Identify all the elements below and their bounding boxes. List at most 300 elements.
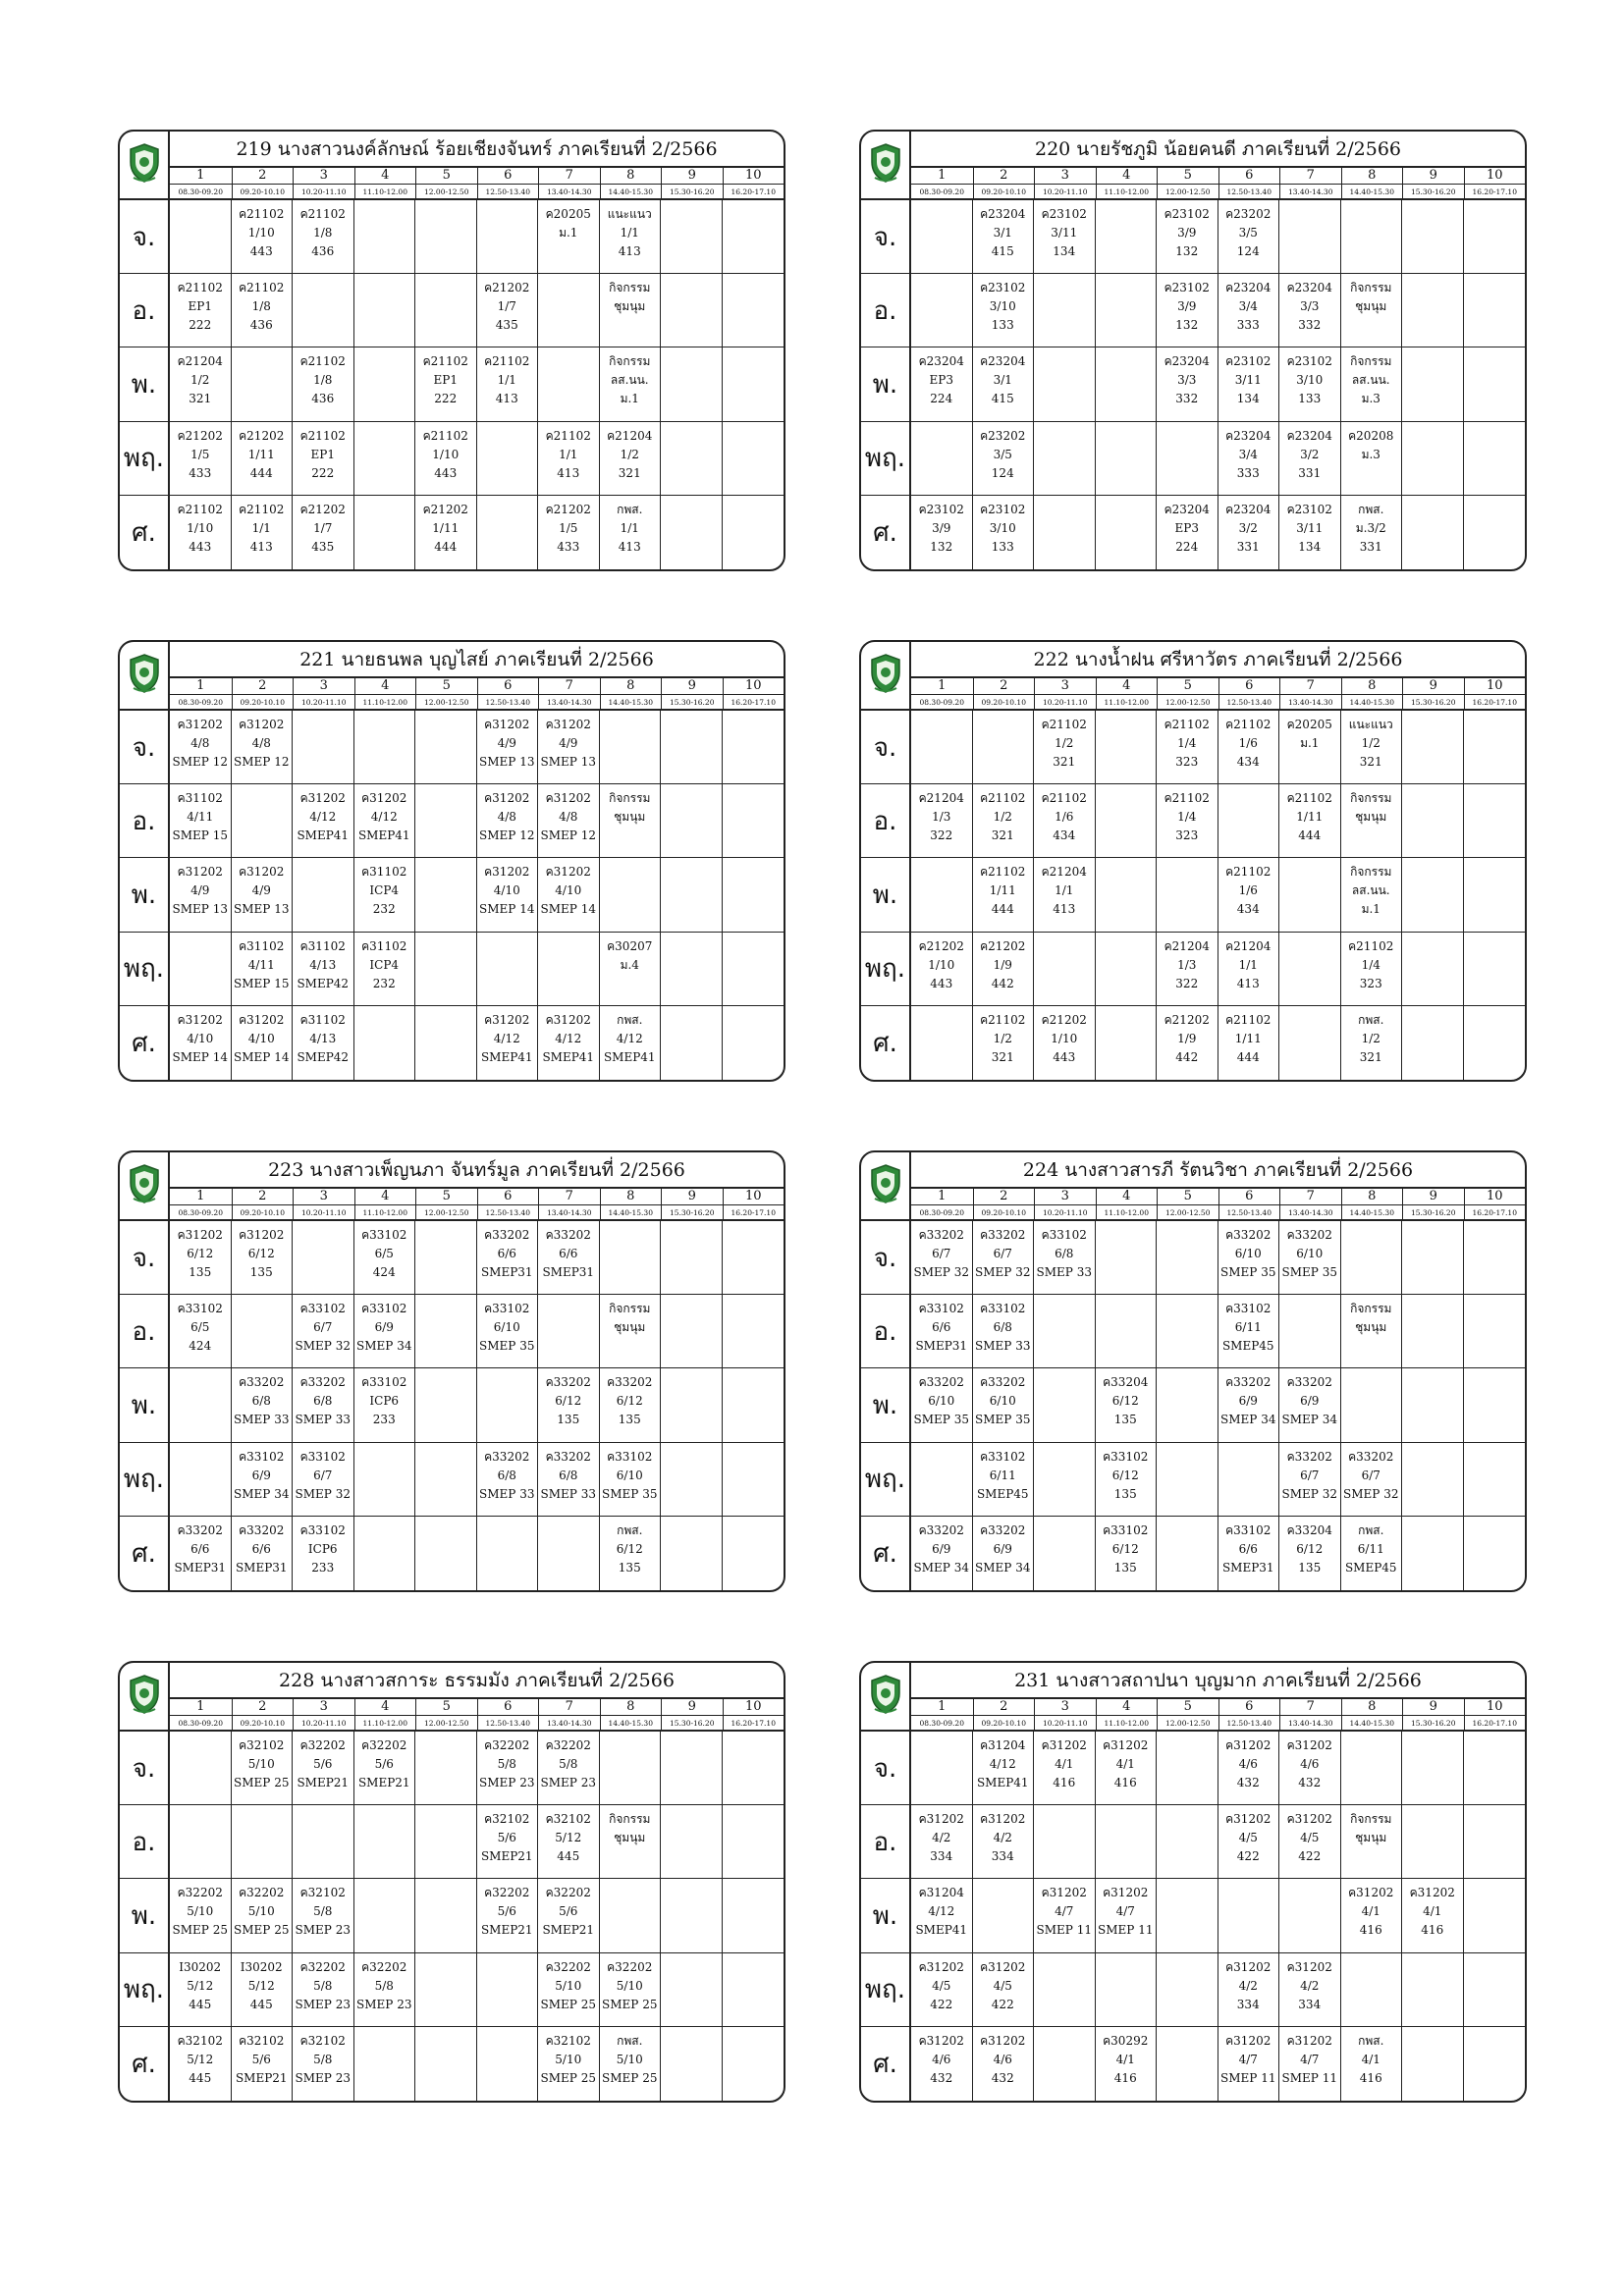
day-label: อ.: [120, 784, 170, 858]
empty-slot: [293, 858, 354, 932]
class-group: 6/6: [932, 1320, 951, 1335]
class-slot: [232, 1953, 294, 2027]
class-slot: [600, 422, 662, 496]
class-slot: [973, 1295, 1035, 1368]
room: SMEP 12: [172, 755, 228, 769]
class-group: 6/9: [251, 1468, 271, 1482]
period-time: 11.10-12.00: [1096, 1205, 1158, 1219]
subject-code: ค31202: [918, 1812, 964, 1827]
empty-slot: [354, 1443, 416, 1517]
class-slot: [293, 1443, 354, 1517]
day-label: จ.: [861, 1732, 911, 1805]
empty-slot: [723, 1443, 785, 1517]
empty-slot: [415, 1221, 477, 1295]
room: 133: [991, 318, 1014, 333]
period-number: 5: [1157, 1699, 1218, 1715]
empty-slot: [1464, 274, 1526, 347]
period-time: 14.40-15.30: [600, 1716, 662, 1730]
empty-slot: [415, 1879, 477, 1952]
empty-slot: [354, 1805, 416, 1879]
room: 222: [189, 318, 212, 333]
empty-slot: [723, 422, 785, 496]
class-group: 1/2: [1361, 736, 1380, 750]
class-slot: [538, 1953, 600, 2027]
class-group: 3/2: [1300, 447, 1320, 461]
empty-slot: [415, 1368, 477, 1442]
class-slot: [973, 933, 1035, 1006]
class-group: 3/9: [932, 520, 951, 535]
class-group: ชุมนุม: [1355, 299, 1387, 314]
card-title: 219 นางสาวนงค์ลักษณ์ ร้อยเชียงจันทร์ ภาคเรียนที่ 2/2566: [170, 132, 784, 168]
empty-slot: [354, 2027, 416, 2101]
class-group: 1/8: [251, 299, 271, 314]
empty-slot: [723, 858, 785, 932]
empty-slot: [1096, 274, 1158, 347]
empty-slot: [1096, 1295, 1158, 1368]
day-label: จ.: [120, 200, 170, 274]
class-group: 5/10: [555, 1978, 582, 1993]
subject-code: ค31202: [239, 1012, 285, 1027]
subject-code: ค31202: [1225, 2033, 1272, 2048]
subject-code: ค21204: [177, 354, 223, 369]
period-number: 4: [1096, 678, 1158, 694]
empty-slot: [723, 2027, 785, 2101]
subject-code: ค31102: [177, 791, 223, 806]
class-slot: [415, 422, 477, 496]
class-slot: [477, 1879, 539, 1952]
subject-code: ค21202: [1041, 1012, 1087, 1027]
day-label: ศ.: [861, 1006, 911, 1080]
class-slot: [1034, 1732, 1096, 1805]
room: SMEP31: [542, 1265, 595, 1279]
room: 134: [1236, 392, 1260, 406]
class-group: 5/6: [559, 1904, 578, 1919]
empty-slot: [1279, 200, 1341, 274]
room: SMEP 35: [1281, 1265, 1337, 1279]
class-group: 5/12: [555, 1831, 582, 1845]
class-slot: [170, 1006, 232, 1080]
class-slot: [293, 1953, 354, 2027]
room: 135: [189, 1265, 212, 1279]
room: 135: [557, 1413, 580, 1427]
period-number: 6: [1218, 1699, 1280, 1715]
period-time: 13.40-14.30: [538, 1205, 600, 1219]
class-slot: [170, 422, 232, 496]
class-slot: [911, 1517, 973, 1590]
subject-code: ค23204: [1225, 428, 1272, 443]
empty-slot: [1034, 1368, 1096, 1442]
empty-slot: [232, 347, 294, 421]
class-group: 3/2: [1238, 520, 1258, 535]
day-label: พฤ.: [120, 933, 170, 1006]
room: 322: [930, 828, 953, 843]
class-slot: [170, 784, 232, 858]
class-slot: [973, 1953, 1035, 2027]
empty-slot: [1034, 1517, 1096, 1590]
subject-code: ค32102: [239, 1738, 285, 1752]
subject-code: ค31202: [545, 718, 591, 731]
room: 321: [1053, 755, 1076, 769]
class-group: 6/9: [374, 1320, 394, 1335]
period-time: 12.00-12.50: [415, 1205, 477, 1219]
room: SMEP45: [1221, 1339, 1274, 1354]
day-label: อ.: [861, 1295, 911, 1368]
class-slot: [293, 422, 354, 496]
class-group: 6/9: [1300, 1394, 1320, 1409]
subject-code: ค31202: [177, 1228, 223, 1242]
empty-slot: [911, 1443, 973, 1517]
empty-slot: [415, 858, 477, 932]
room: 222: [311, 465, 335, 480]
room: 422: [1236, 1849, 1260, 1864]
class-group: 4/12: [989, 1757, 1016, 1771]
empty-slot: [1157, 1732, 1218, 1805]
class-group: 6/12: [616, 1541, 643, 1556]
subject-code: ค33202: [299, 1375, 346, 1390]
class-group: ชุมนุม: [614, 299, 646, 314]
period-time: 15.30-16.20: [661, 185, 723, 198]
class-group: 6/8: [497, 1468, 516, 1482]
empty-slot: [1157, 1517, 1218, 1590]
empty-slot: [1034, 1805, 1096, 1879]
room: SMEP21: [357, 1776, 410, 1789]
period-number: 2: [232, 1189, 294, 1204]
empty-slot: [723, 1006, 785, 1080]
room: 135: [618, 1413, 641, 1427]
class-slot: [911, 933, 973, 1006]
period-time: 09.20-10.10: [232, 695, 294, 709]
class-slot: [1218, 1953, 1280, 2027]
empty-slot: [661, 274, 723, 347]
class-slot: [1279, 711, 1341, 784]
class-slot: [1218, 422, 1280, 496]
room: 323: [1359, 976, 1382, 990]
class-slot: [1341, 933, 1403, 1006]
class-group: ICP6: [307, 1541, 338, 1556]
empty-slot: [661, 1953, 723, 2027]
period-time: 12.00-12.50: [415, 185, 477, 198]
day-label: จ.: [120, 1221, 170, 1295]
class-slot: [1218, 496, 1280, 569]
class-group: ลส.นน.: [1351, 373, 1390, 388]
class-slot: [170, 1221, 232, 1295]
teacher-timetable-card: [118, 130, 785, 571]
room: 323: [1175, 755, 1199, 769]
period-time: 10.20-11.10: [293, 695, 354, 709]
empty-slot: [354, 711, 416, 784]
day-label: ศ.: [861, 1517, 911, 1590]
period-time: 15.30-16.20: [1402, 1205, 1464, 1219]
subject-code: ค23102: [1286, 354, 1332, 369]
period-time: 15.30-16.20: [661, 695, 723, 709]
subject-code: ค31202: [545, 865, 591, 880]
room: 334: [930, 1849, 953, 1864]
class-group: 1/3: [932, 810, 951, 825]
class-slot: [973, 200, 1035, 274]
period-time: 13.40-14.30: [538, 185, 600, 198]
subject-code: ค33202: [1225, 1228, 1272, 1242]
room: 434: [1053, 828, 1076, 843]
room: SMEP 32: [295, 1486, 351, 1501]
school-crest-icon: [128, 1163, 161, 1208]
period-time: 13.40-14.30: [538, 695, 600, 709]
period-number: 3: [293, 1189, 354, 1204]
period-time: 15.30-16.20: [661, 1716, 723, 1730]
room: 135: [618, 1560, 641, 1575]
class-group: 1/2: [620, 447, 639, 461]
class-slot: [911, 496, 973, 569]
empty-slot: [1341, 1953, 1403, 2027]
subject-code: ค20205: [545, 207, 591, 221]
room: 444: [1298, 828, 1322, 843]
room: 413: [249, 539, 273, 554]
class-group: 3/10: [989, 520, 1016, 535]
empty-slot: [911, 200, 973, 274]
subject-code: ค32202: [299, 1738, 346, 1752]
class-slot: [538, 1443, 600, 1517]
class-group: 6/7: [313, 1468, 333, 1482]
period-time-row: [911, 695, 1525, 711]
room: 334: [1236, 1997, 1260, 2011]
empty-slot: [1464, 1517, 1526, 1590]
schedule-grid: [861, 1732, 1525, 2101]
class-slot: [973, 784, 1035, 858]
class-slot: [1157, 711, 1218, 784]
school-crest-icon: [128, 653, 161, 698]
class-group: ICP4: [369, 883, 400, 898]
period-number: 6: [477, 168, 539, 184]
class-group: 6/12: [616, 1394, 643, 1409]
subject-code: ค23102: [918, 502, 964, 516]
room: SMEP 15: [234, 976, 290, 990]
class-group: 6/9: [1238, 1394, 1258, 1409]
subject-code: ค31102: [239, 938, 285, 953]
period-number: 2: [973, 1189, 1035, 1204]
empty-slot: [1034, 2027, 1096, 2101]
room: SMEP 25: [172, 1923, 228, 1938]
class-slot: [1096, 2027, 1158, 2101]
empty-slot: [1464, 1221, 1526, 1295]
room: 422: [991, 1997, 1014, 2011]
class-slot: [1341, 1805, 1403, 1879]
period-time: 15.30-16.20: [1402, 695, 1464, 709]
class-slot: [1279, 1805, 1341, 1879]
empty-slot: [354, 1006, 416, 1080]
room: 443: [434, 465, 458, 480]
subject-code: ค21102: [177, 502, 223, 516]
class-slot: [477, 1221, 539, 1295]
room: 321: [991, 1049, 1014, 1064]
empty-slot: [600, 1879, 662, 1952]
class-group: 5/6: [313, 1757, 333, 1771]
empty-slot: [415, 933, 477, 1006]
period-number: 4: [354, 168, 416, 184]
class-slot: [1341, 1295, 1403, 1368]
period-number: 2: [973, 168, 1035, 184]
period-number: 2: [232, 1699, 294, 1715]
empty-slot: [354, 200, 416, 274]
subject-code: ค32202: [239, 1886, 285, 1900]
subject-code: ค21102: [545, 428, 591, 443]
class-slot: [170, 1517, 232, 1590]
class-slot: [1157, 1006, 1218, 1080]
empty-slot: [1279, 1879, 1341, 1952]
empty-slot: [1464, 858, 1526, 932]
class-slot: [293, 2027, 354, 2101]
subject-code: ค21102: [484, 354, 530, 369]
subject-code: ค31202: [980, 2033, 1026, 2048]
class-slot: [477, 347, 539, 421]
class-group: 6/5: [374, 1247, 394, 1260]
subject-code: ค33102: [918, 1302, 964, 1316]
subject-code: ค20205: [1286, 718, 1332, 731]
subject-code: ค33202: [607, 1375, 653, 1390]
empty-slot: [661, 1368, 723, 1442]
card-title: 220 นายรัชภูมิ น้อยคนดี ภาคเรียนที่ 2/2566: [911, 132, 1525, 168]
class-slot: [1218, 933, 1280, 1006]
class-group: 6/11: [989, 1468, 1016, 1482]
room: 331: [1298, 465, 1322, 480]
empty-slot: [911, 858, 973, 932]
period-number: 3: [293, 168, 354, 184]
room: 334: [991, 1849, 1014, 1864]
period-time: 15.30-16.20: [661, 1205, 723, 1219]
room: SMEP 12: [479, 828, 535, 843]
period-number: 8: [600, 168, 662, 184]
room: SMEP21: [480, 1849, 533, 1864]
class-group: 4/5: [993, 1978, 1012, 1993]
empty-slot: [415, 1953, 477, 2027]
class-slot: [973, 1006, 1035, 1080]
period-number: 5: [415, 1699, 477, 1715]
period-time: 11.10-12.00: [1096, 695, 1158, 709]
class-group: 3/10: [1296, 373, 1324, 388]
class-slot: [600, 496, 662, 569]
class-slot: [600, 200, 662, 274]
period-time: 14.40-15.30: [1341, 1716, 1403, 1730]
period-number: 1: [938, 1699, 947, 1714]
period-number: 10: [723, 678, 785, 694]
empty-slot: [723, 784, 785, 858]
empty-slot: [661, 1443, 723, 1517]
teacher-timetable-card: [859, 1150, 1527, 1592]
subject-code: ค21102: [1225, 1012, 1272, 1027]
schedule-grid: [861, 200, 1525, 569]
teacher-timetable-card: [118, 1661, 785, 2103]
subject-code: ค32202: [361, 1738, 407, 1752]
period-number-row: [911, 678, 1525, 695]
class-slot: [232, 858, 294, 932]
empty-slot: [538, 1517, 600, 1590]
empty-slot: [1464, 1805, 1526, 1879]
period-time: 13.40-14.30: [1279, 695, 1341, 709]
subject-code: ค23202: [980, 428, 1026, 443]
period-time: 10.20-11.10: [1034, 695, 1096, 709]
subject-code: ค33204: [1103, 1375, 1149, 1390]
room: SMEP21: [297, 1776, 350, 1789]
room: 135: [1298, 1560, 1322, 1575]
room: SMEP 15: [172, 828, 228, 843]
class-group: 6/8: [251, 1394, 271, 1409]
subject-code: ค21204: [1041, 865, 1087, 880]
subject-code: ค23204: [1164, 354, 1210, 369]
class-slot: [1034, 1879, 1096, 1952]
empty-slot: [661, 422, 723, 496]
empty-slot: [1157, 1443, 1218, 1517]
class-group: 6/6: [1238, 1541, 1258, 1556]
period-number: 3: [1034, 1189, 1096, 1204]
room: 444: [434, 539, 458, 554]
class-group: 4/12: [493, 1031, 520, 1045]
class-slot: [1341, 2027, 1403, 2101]
room: SMEP41: [976, 1776, 1029, 1789]
class-slot: [911, 347, 973, 421]
empty-slot: [1157, 1295, 1218, 1368]
room: SMEP 34: [1220, 1413, 1276, 1427]
empty-slot: [1464, 933, 1526, 1006]
subject-code: กิจกรรม: [1350, 354, 1392, 369]
schedule-grid: [120, 1732, 784, 2101]
class-slot: [973, 1368, 1035, 1442]
class-group: 4/1: [1423, 1904, 1442, 1919]
room: SMEP31: [235, 1560, 288, 1575]
class-slot: [600, 347, 662, 421]
subject-code: ค31202: [484, 718, 530, 731]
class-group: 1/11: [247, 447, 275, 461]
day-label: จ.: [861, 200, 911, 274]
room: SMEP 34: [913, 1560, 969, 1575]
empty-slot: [600, 1732, 662, 1805]
empty-slot: [1157, 1368, 1218, 1442]
period-time: 16.20-17.10: [1464, 1205, 1526, 1219]
period-time: 12.00-12.50: [415, 1716, 477, 1730]
room: SMEP 13: [172, 902, 228, 917]
subject-code: ค33202: [980, 1522, 1026, 1537]
class-slot: [477, 274, 539, 347]
room: SMEP 23: [295, 2070, 351, 2085]
empty-slot: [661, 1805, 723, 1879]
empty-slot: [170, 1368, 232, 1442]
period-time: 08.30-09.20: [178, 187, 223, 196]
class-group: 1/10: [187, 520, 214, 535]
day-label: พ.: [120, 1879, 170, 1952]
class-slot: [600, 784, 662, 858]
subject-code: ค23204: [1286, 428, 1332, 443]
class-group: 5/6: [374, 1757, 394, 1771]
subject-code: ค21102: [1041, 791, 1087, 806]
empty-slot: [1402, 933, 1464, 1006]
class-group: 5/10: [555, 2052, 582, 2066]
class-slot: [600, 1443, 662, 1517]
period-time: 14.40-15.30: [600, 185, 662, 198]
class-group: 5/12: [247, 1978, 275, 1993]
room: 133: [1298, 392, 1322, 406]
subject-code: ค32202: [545, 1886, 591, 1900]
empty-slot: [1096, 1953, 1158, 2027]
room: 435: [311, 539, 335, 554]
empty-slot: [293, 274, 354, 347]
room: SMEP41: [297, 828, 350, 843]
class-group: 1/4: [1177, 736, 1197, 750]
empty-slot: [661, 1221, 723, 1295]
class-group: 6/11: [1357, 1541, 1384, 1556]
room: 135: [1113, 1560, 1137, 1575]
empty-slot: [232, 784, 294, 858]
empty-slot: [1464, 1879, 1526, 1952]
room: 444: [1236, 1049, 1260, 1064]
period-number: 5: [1157, 1189, 1218, 1204]
subject-code: ค33102: [299, 1449, 346, 1464]
